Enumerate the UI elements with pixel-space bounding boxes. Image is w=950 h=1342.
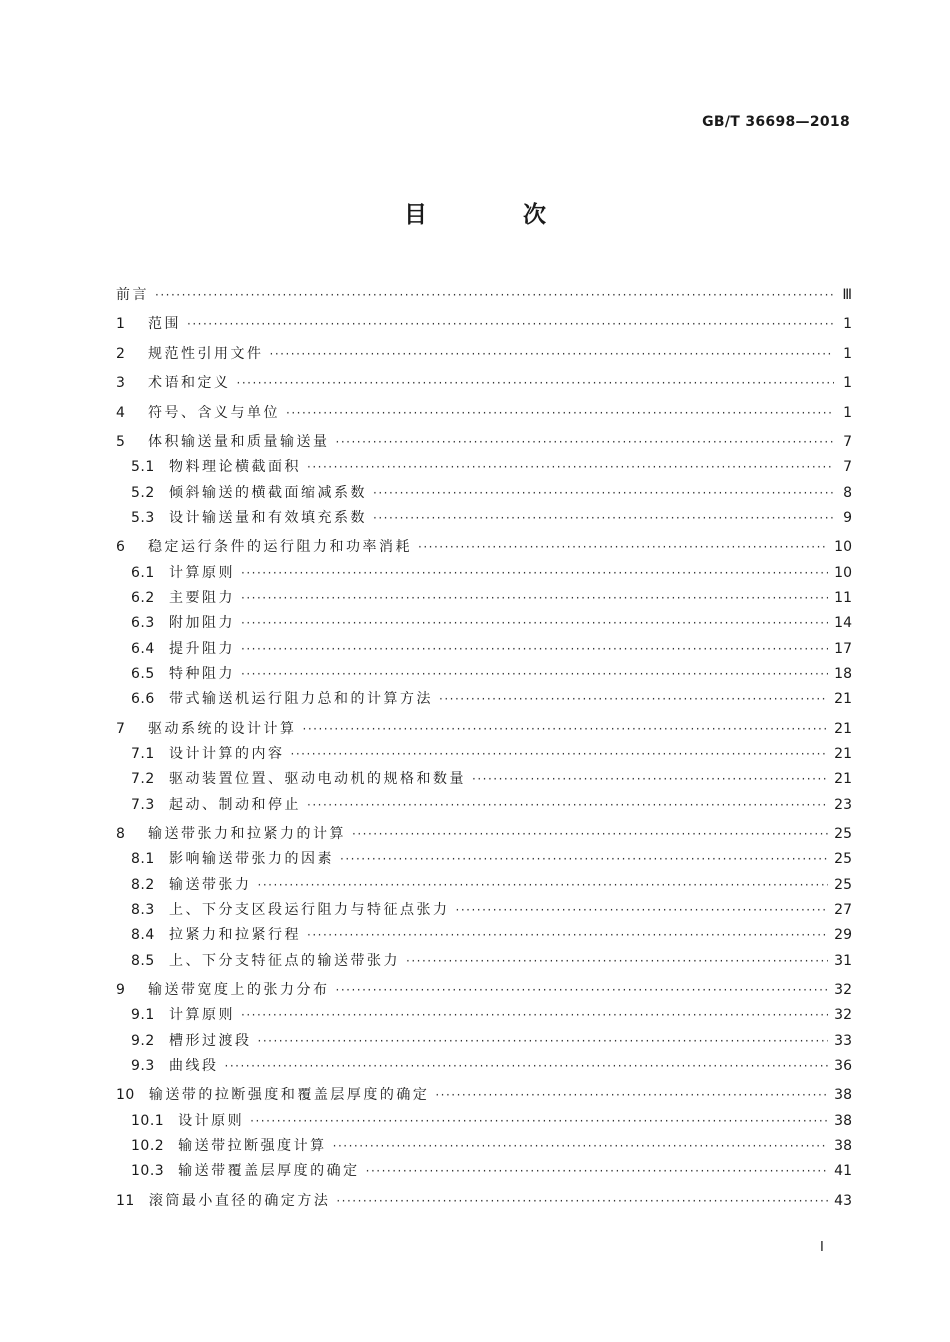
toc-entry-page: 8 <box>843 484 852 501</box>
toc-entry[interactable] <box>116 764 852 789</box>
page-number: I <box>820 1240 824 1255</box>
toc-entry-number: 5.2 <box>131 484 155 501</box>
toc-entry-number: 10 <box>116 1087 135 1104</box>
toc-entry-page: 18 <box>834 665 852 682</box>
toc-entry-page: 29 <box>834 927 852 944</box>
dot-leader <box>241 639 828 659</box>
dot-leader <box>340 849 828 869</box>
toc-entry[interactable] <box>116 1076 852 1106</box>
document-code: GB/T 36698—2018 <box>702 114 850 130</box>
toc-entry-number: 10.1 <box>131 1112 165 1129</box>
toc-entry[interactable] <box>116 528 852 558</box>
toc-entry-page: 43 <box>834 1192 852 1209</box>
toc-entry-title: 曲线段 <box>169 1057 219 1074</box>
toc-entry-page: 33 <box>834 1032 852 1049</box>
toc-entry-number: 10.2 <box>131 1138 165 1155</box>
toc-entry-number: 11 <box>116 1192 135 1209</box>
toc-entry-title: 计算原则 <box>169 1007 235 1024</box>
dot-leader <box>241 664 828 684</box>
toc-entry-page: 41 <box>834 1163 852 1180</box>
toc-entry-page: 25 <box>834 826 852 843</box>
toc-entry-page: 31 <box>834 952 852 969</box>
toc-entry-number: 9.2 <box>131 1032 155 1049</box>
toc-entry-title: 影响输送带张力的因素 <box>169 851 334 868</box>
dot-leader <box>303 719 829 739</box>
toc-entry-page: 1 <box>843 375 852 391</box>
toc-entry-title: 输送带张力 <box>169 876 252 893</box>
toc-entry-page: 1 <box>843 316 852 332</box>
toc-entry[interactable] <box>116 945 852 970</box>
toc-entry-number: 6.3 <box>131 615 155 632</box>
dot-leader <box>373 483 834 503</box>
toc-entry-number: 3 <box>116 375 126 391</box>
toc-entry-page: 21 <box>834 771 852 788</box>
toc-entry-title: 倾斜输送的横截面缩减系数 <box>169 484 367 501</box>
dot-leader <box>250 1111 828 1131</box>
toc-entry[interactable] <box>116 709 852 739</box>
toc-entry[interactable] <box>116 1181 852 1211</box>
toc-entry[interactable] <box>116 869 852 894</box>
toc-entry-title: 输送带拉断强度计算 <box>178 1138 327 1155</box>
toc-entry-title: 体积输送量和质量输送量 <box>148 434 330 450</box>
toc-entry[interactable] <box>116 557 852 582</box>
dot-leader <box>418 537 828 557</box>
toc-entry-page: 38 <box>834 1112 852 1129</box>
toc-entry-title: 术语和定义 <box>148 375 231 391</box>
toc-entry[interactable] <box>116 789 852 814</box>
toc-entry-title: 输送带覆盖层厚度的确定 <box>178 1163 360 1180</box>
toc-entry-page: 7 <box>843 434 852 450</box>
toc-entry-page: 32 <box>834 982 852 999</box>
toc-entry-number: 7.2 <box>131 771 155 788</box>
toc-entry-title: 设计原则 <box>178 1112 245 1129</box>
toc-entry-number: 9 <box>116 982 126 999</box>
toc-entry[interactable] <box>116 1051 852 1076</box>
dot-leader <box>241 588 828 608</box>
toc-entry[interactable] <box>116 971 852 1001</box>
toc-entry[interactable] <box>116 275 852 305</box>
toc-entry-title: 输送带的拉断强度和覆盖层厚度的确定 <box>148 1087 430 1104</box>
toc-entry[interactable] <box>116 844 852 869</box>
toc-entry-page: 1 <box>843 345 852 362</box>
toc-entry-title: 槽形过渡段 <box>169 1032 252 1049</box>
toc-entry[interactable] <box>116 684 852 709</box>
toc-entry-title: 设计计算的内容 <box>169 745 285 762</box>
toc-entry-title: 特种阻力 <box>169 665 235 682</box>
toc-entry-number: 5.3 <box>131 509 155 526</box>
toc-entry-page: 38 <box>834 1138 852 1155</box>
page-title: 目 次 <box>403 202 590 228</box>
toc-entry-title: 符号、含义与单位 <box>148 404 280 421</box>
toc-entry-number: 5.1 <box>131 459 155 476</box>
toc-entry-page: 36 <box>834 1057 852 1074</box>
toc-entry-number: 8.4 <box>131 927 155 944</box>
dot-leader <box>258 1031 829 1051</box>
dot-leader <box>241 613 828 633</box>
toc-entry-number: 1 <box>116 316 126 332</box>
toc-entry[interactable] <box>116 423 852 453</box>
toc-entry[interactable] <box>116 364 852 394</box>
toc-entry[interactable] <box>116 1156 852 1181</box>
toc-entry-page: 17 <box>834 640 852 657</box>
toc-entry-page: Ⅲ <box>842 286 852 303</box>
toc-entry[interactable] <box>116 895 852 920</box>
toc-entry-title: 上、下分支特征点的输送带张力 <box>169 952 400 969</box>
toc-entry-number: 8.1 <box>131 851 155 868</box>
toc-entry-page: 25 <box>834 876 852 893</box>
toc-entry[interactable] <box>116 1000 852 1025</box>
toc-entry-title: 附加阻力 <box>169 615 235 632</box>
dot-leader <box>270 344 835 364</box>
dot-leader <box>373 508 834 528</box>
toc-entry-title: 驱动装置位置、驱动电动机的规格和数量 <box>169 771 466 788</box>
toc-entry[interactable] <box>116 334 852 364</box>
toc-entry[interactable] <box>116 477 852 502</box>
toc-entry-number: 6.5 <box>131 665 155 682</box>
toc-entry-number: 8.2 <box>131 876 155 893</box>
toc-entry-page: 7 <box>843 459 852 476</box>
toc-entry-title: 物料理论横截面积 <box>169 459 301 476</box>
dot-leader <box>241 1005 828 1025</box>
toc-entry-title: 稳定运行条件的运行阻力和功率消耗 <box>148 539 412 556</box>
toc-entry-number: 6.1 <box>131 564 155 581</box>
toc-entry-title: 带式输送机运行阻力总和的计算方法 <box>169 691 433 708</box>
toc-entry-title: 上、下分支区段运行阻力与特征点张力 <box>169 901 450 918</box>
dot-leader <box>336 432 835 452</box>
toc-entry-page: 23 <box>834 796 852 813</box>
dot-leader <box>187 314 834 334</box>
toc-entry-number: 7.3 <box>131 796 155 813</box>
dot-leader <box>155 285 834 305</box>
toc-entry[interactable] <box>116 1131 852 1156</box>
dot-leader <box>406 951 828 971</box>
dot-leader <box>439 689 828 709</box>
toc-entry[interactable] <box>116 583 852 608</box>
dot-leader <box>336 1191 828 1211</box>
toc-entry-number: 7.1 <box>131 745 155 762</box>
toc-entry[interactable] <box>116 920 852 945</box>
toc-entry-page: 21 <box>834 720 852 737</box>
dot-leader <box>237 373 835 393</box>
toc-entry-title: 设计输送量和有效填充系数 <box>169 509 367 526</box>
toc-entry-page: 10 <box>834 564 852 581</box>
toc-entry-number: 7 <box>116 720 126 737</box>
toc-entry[interactable] <box>116 393 852 423</box>
dot-leader <box>336 980 829 1000</box>
toc-entry[interactable] <box>116 452 852 477</box>
toc-entry-title: 输送带宽度上的张力分布 <box>148 982 330 999</box>
toc-entry-page: 9 <box>843 509 852 526</box>
dot-leader <box>435 1085 828 1105</box>
dot-leader <box>472 769 828 789</box>
toc-entry[interactable] <box>116 633 852 658</box>
toc-entry-number: 10.3 <box>131 1163 165 1180</box>
toc-entry-title: 主要阻力 <box>169 589 235 606</box>
toc-entry-number: 8 <box>116 826 126 843</box>
toc-entry-title: 起动、制动和停止 <box>169 796 301 813</box>
dot-leader <box>307 925 828 945</box>
toc-entry[interactable] <box>116 815 852 845</box>
toc-entry-page: 25 <box>834 851 852 868</box>
toc-entry-title: 计算原则 <box>169 564 235 581</box>
dot-leader <box>225 1056 829 1076</box>
toc-entry-page: 27 <box>834 901 852 918</box>
dot-leader <box>333 1136 829 1156</box>
dot-leader <box>258 875 829 895</box>
toc-entry-title: 输送带张力和拉紧力的计算 <box>148 826 346 843</box>
toc-entry-number: 4 <box>116 404 126 421</box>
dot-leader <box>291 744 829 764</box>
toc-entry[interactable] <box>116 1105 852 1130</box>
dot-leader <box>307 457 834 477</box>
toc-entry[interactable] <box>116 739 852 764</box>
toc-entry-title: 规范性引用文件 <box>148 345 264 362</box>
toc-entry-number: 6 <box>116 539 126 556</box>
toc-entry-page: 38 <box>834 1087 852 1104</box>
toc-entry[interactable] <box>116 608 852 633</box>
toc-entry[interactable] <box>116 659 852 684</box>
toc-entry-title: 驱动系统的设计计算 <box>148 720 297 737</box>
toc-entry-number: 6.2 <box>131 589 155 606</box>
toc-entry-page: 32 <box>834 1007 852 1024</box>
toc-entry-number: 6.6 <box>131 691 155 708</box>
toc-entry-title: 范围 <box>148 316 181 332</box>
toc-entry[interactable] <box>116 305 852 335</box>
toc-entry-number: 8.5 <box>131 952 155 969</box>
toc-entry-title: 前言 <box>116 286 149 303</box>
toc-entry-number: 6.4 <box>131 640 155 657</box>
table-of-contents <box>116 275 852 1211</box>
toc-entry-page: 14 <box>834 615 852 632</box>
toc-entry-page: 21 <box>834 745 852 762</box>
dot-leader <box>456 900 829 920</box>
toc-entry[interactable] <box>116 1025 852 1050</box>
toc-entry-number: 9.1 <box>131 1007 155 1024</box>
dot-leader <box>352 824 828 844</box>
toc-entry[interactable] <box>116 503 852 528</box>
toc-entry-number: 2 <box>116 345 126 362</box>
toc-entry-number: 9.3 <box>131 1057 155 1074</box>
toc-entry-number: 5 <box>116 434 126 450</box>
toc-entry-title: 滚筒最小直径的确定方法 <box>148 1192 331 1209</box>
dot-leader <box>241 563 828 583</box>
toc-entry-title: 拉紧力和拉紧行程 <box>169 927 301 944</box>
toc-entry-page: 11 <box>834 589 852 606</box>
toc-entry-number: 8.3 <box>131 901 155 918</box>
toc-entry-title: 提升阻力 <box>169 640 235 657</box>
dot-leader <box>286 403 834 423</box>
toc-entry-page: 10 <box>834 539 852 556</box>
toc-entry-page: 21 <box>834 691 852 708</box>
toc-entry-page: 1 <box>843 404 852 421</box>
dot-leader <box>366 1161 829 1181</box>
dot-leader <box>307 795 828 815</box>
